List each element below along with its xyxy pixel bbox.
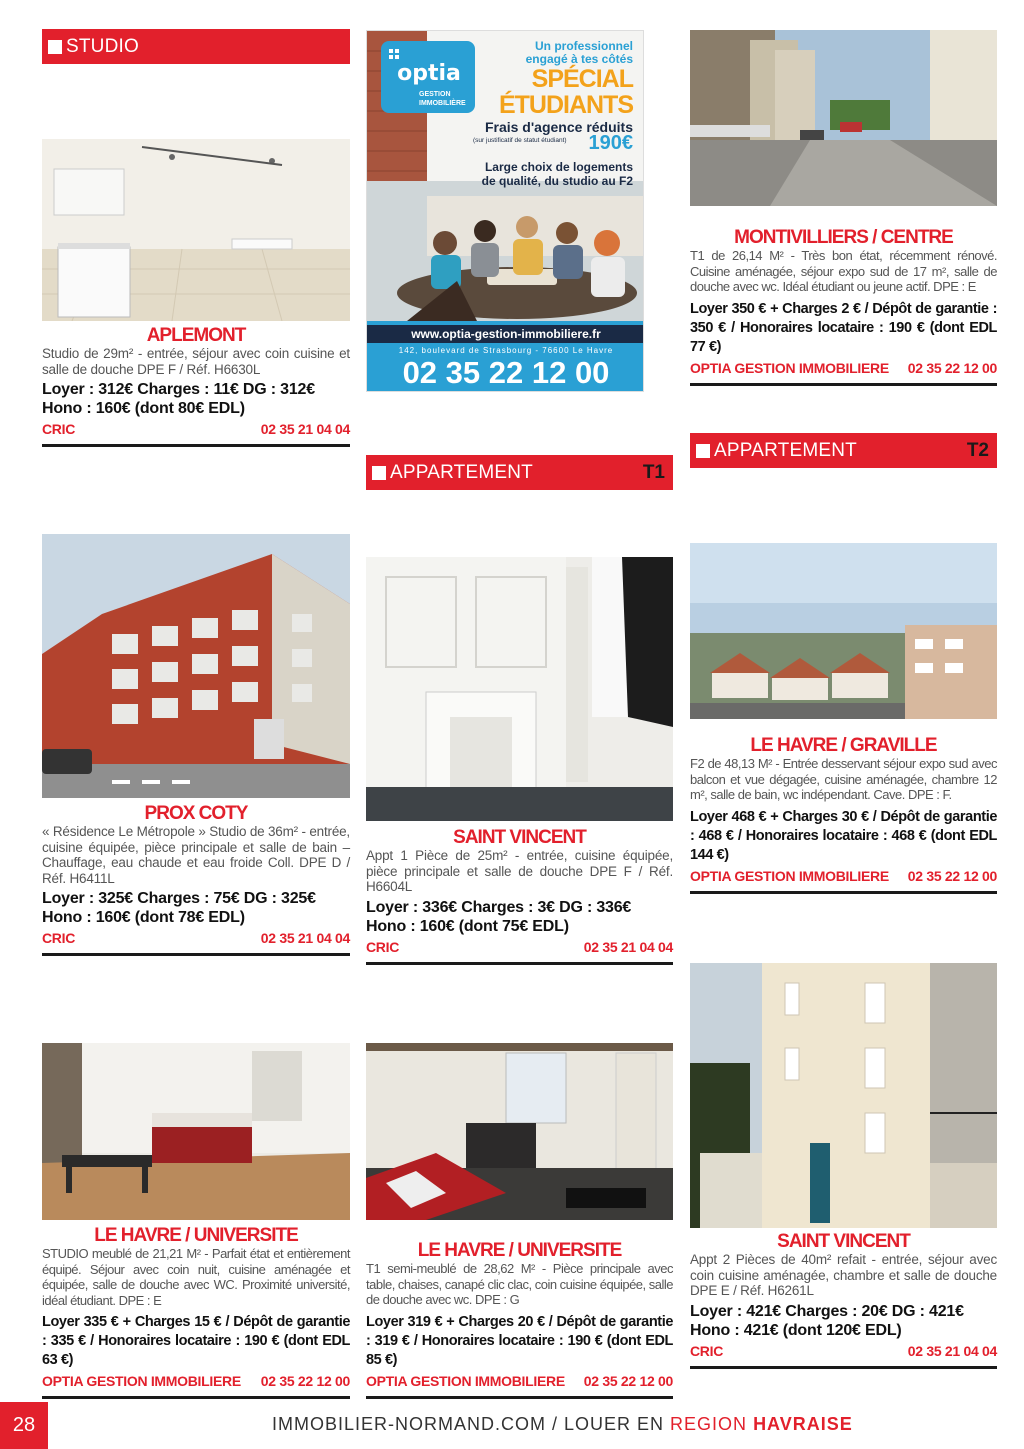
agency-name: OPTIA GESTION IMMOBILIERE bbox=[42, 1373, 241, 1389]
ad-special2: ÉTUDIANTS bbox=[498, 91, 633, 119]
divider bbox=[42, 953, 350, 956]
ad-website[interactable]: www.optia-gestion-immobiliere.fr bbox=[411, 327, 601, 341]
ad-fees: Frais d'agence réduits bbox=[484, 119, 633, 135]
divider bbox=[366, 1396, 673, 1399]
listing-fees: Hono : 160€ (dont 75€ EDL) bbox=[366, 917, 569, 935]
photo-universite-studio bbox=[42, 1043, 350, 1220]
banner-label: STUDIO bbox=[66, 35, 139, 57]
ad-phone[interactable]: 02 35 22 12 00 bbox=[402, 355, 610, 390]
listing-price: Loyer : 336€ Charges : 3€ DG : 336€ bbox=[366, 898, 632, 916]
listing-description: Appt 1 Pièce de 25m² - entrée, cuisine équipée, pièce principale et salle de douche DPE F / Réf. H6604L bbox=[366, 848, 673, 894]
divider bbox=[690, 1366, 997, 1369]
listing-contact bbox=[42, 1373, 350, 1389]
ad-choice1: Large choix de logements bbox=[484, 160, 633, 174]
listing-location: APLEMONT bbox=[146, 325, 246, 346]
divider bbox=[690, 383, 997, 386]
listing-price: Loyer 335 € + Charges 15 € / Dépôt de garantie : 335 € / Honoraires locataire : 190 € (dont EDL 63 €) bbox=[42, 1314, 350, 1368]
agency-name: CRIC bbox=[42, 930, 76, 946]
agency-phone[interactable]: 02 35 22 12 00 bbox=[583, 1372, 673, 1389]
photo-montivilliers bbox=[690, 30, 997, 206]
listing-fees: Hono : 421€ (dont 120€ EDL) bbox=[690, 1321, 902, 1339]
agency-phone[interactable]: 02 35 22 12 00 bbox=[260, 1373, 350, 1389]
divider bbox=[366, 962, 673, 965]
listing-location: SAINT VINCENT bbox=[453, 827, 586, 848]
agency-name: OPTIA GESTION IMMOBILIERE bbox=[690, 867, 889, 884]
listing-description: Appt 2 Pièces de 40m² refait - entrée, séjour avec coin cuisine aménagée, chambre et salle de douche DPE E / Réf. H6261L bbox=[690, 1252, 997, 1298]
divider bbox=[42, 444, 350, 447]
footer-site[interactable]: IMMOBILIER-NORMAND.COM bbox=[272, 1414, 546, 1434]
listing-description: T1 de 26,14 M² - Très bon état, récemment rénové. Cuisine aménagée, séjour expo sud de 17 m², salle de douche avec wc. Idéal étudiant ou jeune actif. DPE : E bbox=[690, 248, 997, 294]
listing-contact bbox=[42, 421, 350, 437]
listing-price: Loyer 319 € + Charges 20 € / Dépôt de garantie : 319 € / Honoraires locataire : 190 € (dont EDL 85 €) bbox=[366, 1313, 673, 1368]
agency-phone[interactable]: 02 35 22 12 00 bbox=[907, 867, 997, 884]
listing-description: STUDIO meublé de 21,21 M² - Parfait état et entièrement équipé. Séjour avec coin nuit, cuisine aménagée et équipée, salle de douche avec WC. Proximité université, idéal étudiant. DPE : E bbox=[42, 1246, 350, 1308]
listing-graville[interactable] bbox=[690, 735, 997, 894]
ad-fees-note: (sur justificatif de statut étudiant) bbox=[473, 137, 567, 144]
footer-havraise: HAVRAISE bbox=[753, 1414, 853, 1434]
ad-tagline2: engagé à tes côtés bbox=[525, 52, 633, 66]
ad-address: 142, boulevard de Strasbourg - 76600 Le Havre bbox=[398, 346, 614, 355]
ad-choice2: de qualité, du studio au F2 bbox=[481, 174, 633, 188]
square-icon bbox=[48, 40, 62, 54]
listing-fees: Hono : 160€ (dont 78€ EDL) bbox=[42, 909, 245, 926]
listing-prox-coty[interactable] bbox=[42, 803, 350, 956]
optia-advertisement[interactable] bbox=[366, 30, 644, 392]
photo-aplemont bbox=[42, 139, 350, 321]
square-icon bbox=[372, 466, 386, 480]
banner-t1 bbox=[366, 455, 673, 490]
footer-credit bbox=[272, 1414, 853, 1435]
ad-logo: optia bbox=[397, 61, 461, 86]
page-number: 28 bbox=[0, 1402, 48, 1449]
listing-universite-studio[interactable] bbox=[42, 1225, 350, 1399]
listing-description: « Résidence Le Métropole » Studio de 36m² - entrée, cuisine équipée, pièce principale et salle de bain – Chauffage, eau chaude et eau froide Coll. DPE D / Réf. H6411L bbox=[42, 824, 350, 886]
divider bbox=[690, 891, 997, 894]
listing-contact bbox=[42, 930, 350, 946]
agency-name: CRIC bbox=[42, 421, 76, 437]
photo-graville bbox=[690, 543, 997, 719]
listing-saint-vincent-t2[interactable] bbox=[690, 1231, 997, 1369]
agency-name: CRIC bbox=[690, 1342, 724, 1359]
ad-logo-sub1: GESTION bbox=[419, 91, 451, 98]
footer-louer: LOUER EN bbox=[564, 1414, 671, 1434]
listing-description: Studio de 29m² - entrée, séjour avec coin cuisine et salle de douche DPE F / Réf. H6630L bbox=[42, 346, 350, 377]
ad-logo-sub2: IMMOBILIÈRE bbox=[419, 100, 466, 107]
agency-phone[interactable]: 02 35 21 04 04 bbox=[583, 938, 673, 955]
listing-price: Loyer : 325€ Charges : 75€ DG : 325€ bbox=[42, 890, 316, 907]
ad-fees-price: 190€ bbox=[588, 132, 633, 154]
agency-name: CRIC bbox=[366, 938, 400, 955]
banner-label: APPARTEMENT bbox=[714, 439, 857, 461]
listing-location: PROX COTY bbox=[144, 803, 248, 824]
footer-region: REGION bbox=[670, 1414, 754, 1434]
listing-location: LE HAVRE / GRAVILLE bbox=[750, 735, 937, 756]
photo-prox-coty bbox=[42, 534, 350, 798]
listing-price: Loyer : 421€ Charges : 20€ DG : 421€ bbox=[690, 1302, 964, 1320]
footer-separator: / bbox=[546, 1414, 565, 1434]
listing-saint-vincent-t1[interactable] bbox=[366, 827, 673, 965]
ad-special1: SPÉCIAL bbox=[531, 65, 633, 93]
listing-contact bbox=[366, 1373, 673, 1389]
listing-location: MONTIVILLIERS / CENTRE bbox=[734, 227, 953, 248]
banner-sub: T2 bbox=[966, 439, 989, 461]
listing-contact bbox=[690, 360, 997, 376]
banner-studio bbox=[42, 29, 350, 64]
agency-phone[interactable]: 02 35 22 12 00 bbox=[907, 359, 997, 376]
listing-price: Loyer 468 € + Charges 30 € / Dépôt de garantie : 468 € / Honoraires locataire : 468 € (dont EDL 144 €) bbox=[690, 808, 997, 863]
agency-phone[interactable]: 02 35 21 04 04 bbox=[260, 930, 350, 946]
photo-saint-vincent-t2 bbox=[690, 963, 997, 1228]
agency-name: OPTIA GESTION IMMOBILIERE bbox=[366, 1372, 565, 1389]
photo-saint-vincent-t1 bbox=[366, 557, 673, 821]
banner-label: APPARTEMENT bbox=[390, 461, 533, 483]
square-icon bbox=[696, 444, 710, 458]
listing-universite-t1[interactable] bbox=[366, 1240, 673, 1399]
agency-name: OPTIA GESTION IMMOBILIERE bbox=[690, 359, 889, 376]
listing-contact bbox=[366, 939, 673, 955]
listing-fees: Hono : 160€ (dont 80€ EDL) bbox=[42, 400, 245, 417]
listing-location: LE HAVRE / UNIVERSITE bbox=[417, 1240, 622, 1261]
listing-aplemont[interactable] bbox=[42, 325, 350, 447]
listing-price: Loyer : 312€ Charges : 11€ DG : 312€ bbox=[42, 381, 315, 398]
ad-tagline1: Un professionnel bbox=[534, 39, 633, 53]
listing-contact bbox=[690, 868, 997, 884]
listing-location: LE HAVRE / UNIVERSITE bbox=[94, 1225, 298, 1246]
banner-t2 bbox=[690, 433, 997, 468]
listing-montivilliers[interactable] bbox=[690, 227, 997, 386]
agency-phone[interactable]: 02 35 21 04 04 bbox=[260, 421, 350, 437]
listing-price: Loyer 350 € + Charges 2 € / Dépôt de garantie : 350 € / Honoraires locataire : 190 € (dont EDL 77 €) bbox=[690, 300, 997, 355]
photo-universite-t1 bbox=[366, 1043, 673, 1220]
listing-description: T1 semi-meublé de 28,62 M² - Pièce principale avec table, chaises, canapé clic clac, coin cuisine équipée, salle de douche avec wc. DPE : G bbox=[366, 1261, 673, 1307]
listing-description: F2 de 48,13 M² - Entrée desservant séjour expo sud avec balcon et vue dégagée, cuisine aménagée, chambre 12 m², salle de bain, wc indépendant. Cave. DPE : F. bbox=[690, 756, 997, 802]
banner-sub: T1 bbox=[642, 461, 665, 483]
agency-phone[interactable]: 02 35 21 04 04 bbox=[907, 1342, 997, 1359]
listing-location: SAINT VINCENT bbox=[777, 1231, 910, 1252]
divider bbox=[42, 1396, 350, 1399]
listing-contact bbox=[690, 1343, 997, 1359]
